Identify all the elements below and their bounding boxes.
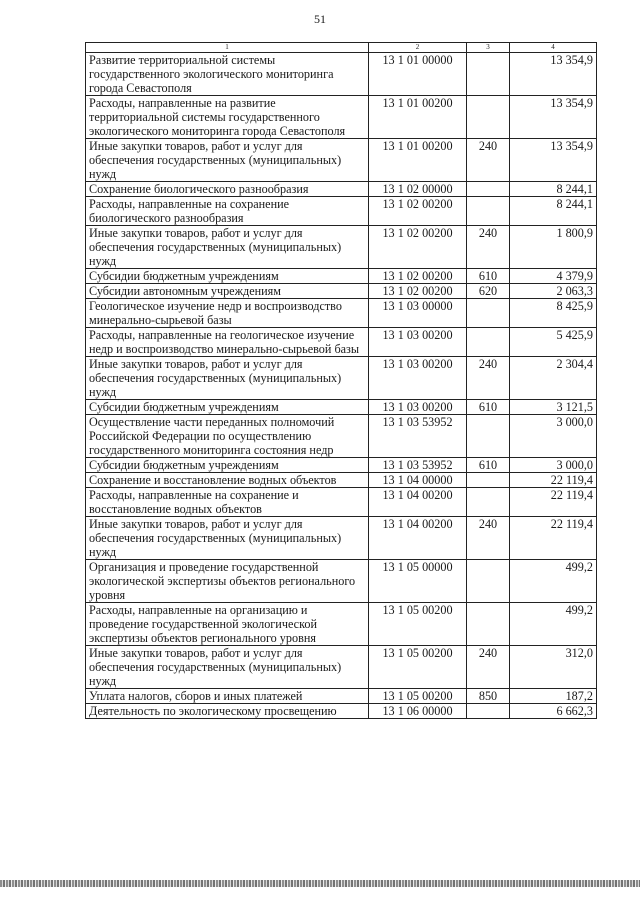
row-name: Деятельность по экологическому просвещению — [86, 704, 369, 719]
row-name: Расходы, направленные на сохранение биологического разнообразия — [86, 197, 369, 226]
table-row — [86, 704, 597, 719]
row-code: 13 1 02 00200 — [369, 269, 467, 284]
row-vr — [467, 560, 510, 603]
table-row — [86, 284, 597, 299]
row-name: Иные закупки товаров, работ и услуг для обеспечения государственных (муниципальных) нужд — [86, 646, 369, 689]
row-vr — [467, 488, 510, 517]
row-vr — [467, 96, 510, 139]
row-sum: 8 244,1 — [510, 197, 597, 226]
row-vr — [467, 197, 510, 226]
row-vr: 240 — [467, 517, 510, 560]
row-name: Иные закупки товаров, работ и услуг для обеспечения государственных (муниципальных) нужд — [86, 517, 369, 560]
table-row — [86, 357, 597, 400]
table-row — [86, 458, 597, 473]
table-row — [86, 197, 597, 226]
row-sum: 8 425,9 — [510, 299, 597, 328]
row-code: 13 1 04 00200 — [369, 488, 467, 517]
row-code: 13 1 03 00200 — [369, 328, 467, 357]
row-name: Сохранение и восстановление водных объектов — [86, 473, 369, 488]
row-code: 13 1 03 53952 — [369, 458, 467, 473]
row-name: Организация и проведение государственной экологической экспертизы объектов регионального уровня — [86, 560, 369, 603]
row-sum: 22 119,4 — [510, 488, 597, 517]
row-vr — [467, 182, 510, 197]
row-sum: 22 119,4 — [510, 473, 597, 488]
row-code: 13 1 03 00200 — [369, 400, 467, 415]
row-vr — [467, 53, 510, 96]
header-col-1: 1 — [86, 43, 369, 53]
row-sum: 2 304,4 — [510, 357, 597, 400]
row-sum: 187,2 — [510, 689, 597, 704]
row-vr — [467, 328, 510, 357]
row-vr: 850 — [467, 689, 510, 704]
header-col-4: 4 — [510, 43, 597, 53]
table-row — [86, 299, 597, 328]
row-vr: 240 — [467, 357, 510, 400]
table-row — [86, 517, 597, 560]
row-code: 13 1 01 00000 — [369, 53, 467, 96]
row-vr: 240 — [467, 646, 510, 689]
row-sum: 499,2 — [510, 560, 597, 603]
row-code: 13 1 05 00200 — [369, 603, 467, 646]
table-row — [86, 488, 597, 517]
table-row — [86, 269, 597, 284]
page-number: 51 — [314, 12, 326, 26]
row-code: 13 1 03 53952 — [369, 415, 467, 458]
table-row — [86, 560, 597, 603]
row-sum: 3 000,0 — [510, 458, 597, 473]
row-code: 13 1 05 00200 — [369, 689, 467, 704]
row-vr: 610 — [467, 458, 510, 473]
row-code: 13 1 03 00200 — [369, 357, 467, 400]
row-name: Иные закупки товаров, работ и услуг для обеспечения государственных (муниципальных) нужд — [86, 357, 369, 400]
row-sum: 5 425,9 — [510, 328, 597, 357]
row-name: Развитие территориальной системы государственного экологического мониторинга города Севастополя — [86, 53, 369, 96]
row-vr: 240 — [467, 139, 510, 182]
row-code: 13 1 05 00200 — [369, 646, 467, 689]
row-name: Расходы, направленные на сохранение и восстановление водных объектов — [86, 488, 369, 517]
row-vr — [467, 473, 510, 488]
row-sum: 4 379,9 — [510, 269, 597, 284]
row-name: Субсидии бюджетным учреждениям — [86, 458, 369, 473]
table-row — [86, 415, 597, 458]
row-name: Расходы, направленные на геологическое изучение недр и воспроизводство минерально-сырьевой базы — [86, 328, 369, 357]
row-vr — [467, 299, 510, 328]
row-vr — [467, 603, 510, 646]
row-code: 13 1 02 00200 — [369, 197, 467, 226]
row-sum: 499,2 — [510, 603, 597, 646]
row-name: Иные закупки товаров, работ и услуг для обеспечения государственных (муниципальных) нужд — [86, 139, 369, 182]
table-row — [86, 96, 597, 139]
row-sum: 13 354,9 — [510, 96, 597, 139]
row-name: Осуществление части переданных полномочий Российской Федерации по осуществлению государственного мониторинга состояния недр — [86, 415, 369, 458]
row-sum: 13 354,9 — [510, 53, 597, 96]
table-row — [86, 328, 597, 357]
row-vr — [467, 415, 510, 458]
table-row — [86, 646, 597, 689]
table-row — [86, 226, 597, 269]
table-row — [86, 689, 597, 704]
row-name: Уплата налогов, сборов и иных платежей — [86, 689, 369, 704]
header-col-2: 2 — [369, 43, 467, 53]
row-vr: 610 — [467, 400, 510, 415]
row-sum: 8 244,1 — [510, 182, 597, 197]
budget-table — [85, 42, 597, 719]
row-sum: 3 000,0 — [510, 415, 597, 458]
table-row — [86, 182, 597, 197]
row-code: 13 1 05 00000 — [369, 560, 467, 603]
row-code: 13 1 02 00000 — [369, 182, 467, 197]
row-name: Расходы, направленные на организацию и проведение государственной экологической экспертизы объектов регионального уровня — [86, 603, 369, 646]
row-name: Субсидии бюджетным учреждениям — [86, 400, 369, 415]
row-name: Иные закупки товаров, работ и услуг для обеспечения государственных (муниципальных) нужд — [86, 226, 369, 269]
row-code: 13 1 03 00000 — [369, 299, 467, 328]
row-code: 13 1 01 00200 — [369, 96, 467, 139]
table-row — [86, 473, 597, 488]
row-name: Субсидии бюджетным учреждениям — [86, 269, 369, 284]
row-code: 13 1 02 00200 — [369, 226, 467, 269]
row-code: 13 1 04 00000 — [369, 473, 467, 488]
row-name: Субсидии автономным учреждениям — [86, 284, 369, 299]
row-sum: 312,0 — [510, 646, 597, 689]
row-sum: 2 063,3 — [510, 284, 597, 299]
table-row — [86, 603, 597, 646]
row-code: 13 1 02 00200 — [369, 284, 467, 299]
row-sum: 3 121,5 — [510, 400, 597, 415]
row-sum: 13 354,9 — [510, 139, 597, 182]
table-body — [86, 53, 597, 719]
table-row — [86, 400, 597, 415]
row-name: Расходы, направленные на развитие территориальной системы государственного экологического мониторинга города Севастополя — [86, 96, 369, 139]
row-vr — [467, 704, 510, 719]
row-vr: 620 — [467, 284, 510, 299]
row-code: 13 1 01 00200 — [369, 139, 467, 182]
table-header-row — [86, 43, 597, 53]
row-vr: 240 — [467, 226, 510, 269]
row-code: 13 1 04 00200 — [369, 517, 467, 560]
row-code: 13 1 06 00000 — [369, 704, 467, 719]
row-name: Сохранение биологического разнообразия — [86, 182, 369, 197]
table-row — [86, 53, 597, 96]
row-sum: 1 800,9 — [510, 226, 597, 269]
header-col-3: 3 — [467, 43, 510, 53]
row-sum: 22 119,4 — [510, 517, 597, 560]
table-row — [86, 139, 597, 182]
row-name: Геологическое изучение недр и воспроизводство минерально-сырьевой базы — [86, 299, 369, 328]
row-sum: 6 662,3 — [510, 704, 597, 719]
row-vr: 610 — [467, 269, 510, 284]
scan-edge-artifact — [0, 880, 640, 887]
